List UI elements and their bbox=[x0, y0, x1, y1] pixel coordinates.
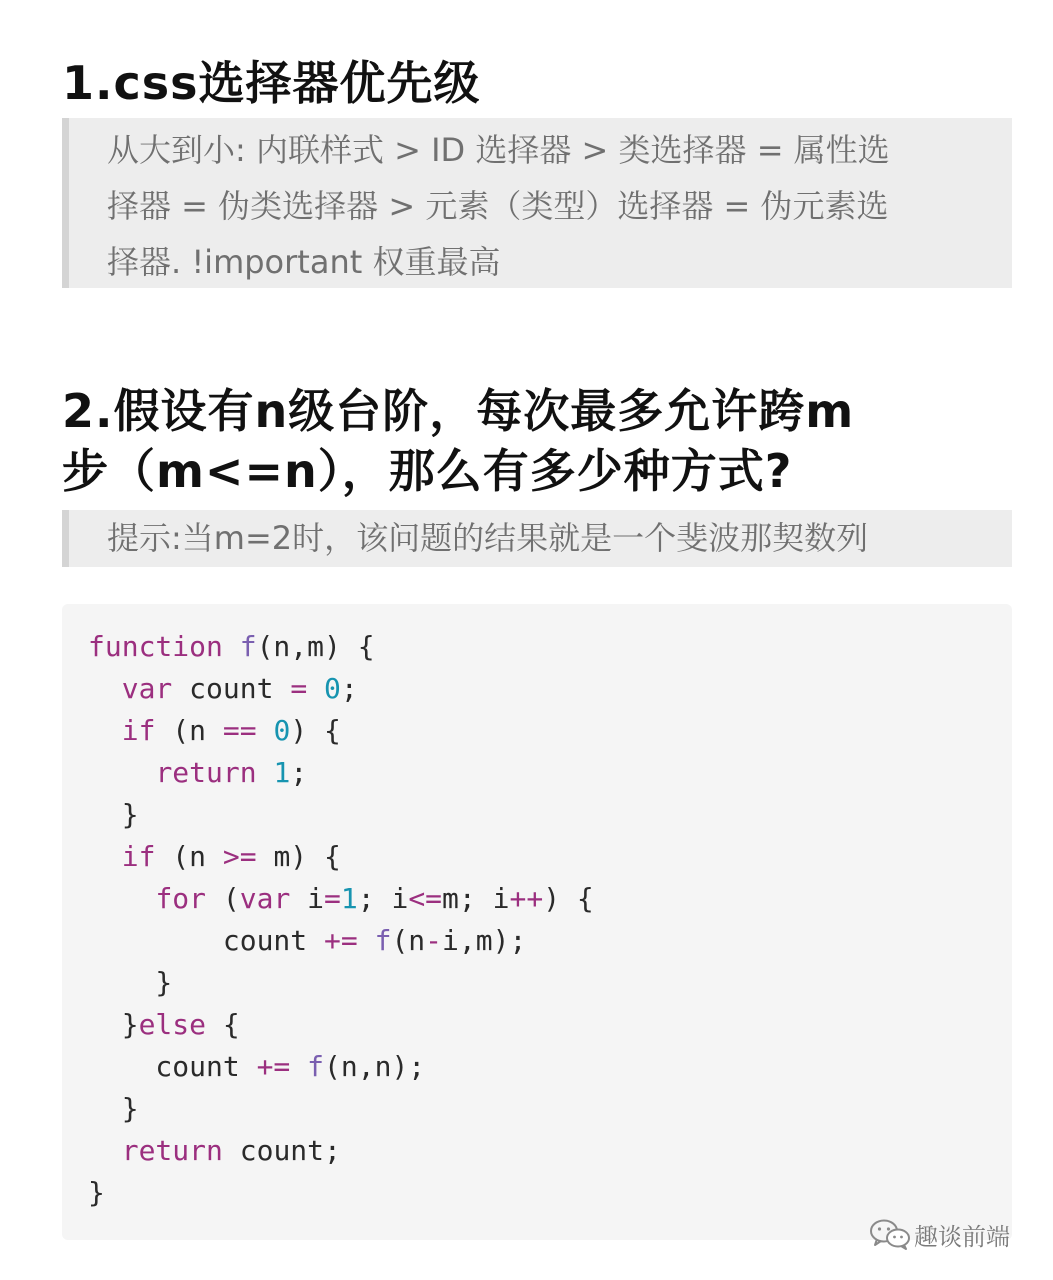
code-token: count bbox=[172, 672, 291, 705]
code-token: ; bbox=[290, 756, 308, 789]
priority-quote bbox=[62, 118, 1012, 288]
quote-line: 择器 = 伪类选择器 > 元素（类型）选择器 = 伪元素选 bbox=[107, 187, 889, 225]
code-line bbox=[88, 962, 1012, 1004]
code-token: == bbox=[222, 714, 257, 747]
section-1-heading: 1.css选择器优先级 bbox=[62, 55, 481, 110]
code-token: count bbox=[88, 1050, 257, 1083]
section-2-heading bbox=[62, 381, 992, 501]
tip-quote bbox=[62, 510, 1012, 567]
code-token: m) { bbox=[256, 840, 341, 873]
code-token: for bbox=[155, 882, 207, 915]
code-token: f bbox=[239, 630, 257, 663]
code-line bbox=[88, 668, 1012, 710]
tip-text: 提示:当m=2时，该问题的结果就是一个斐波那契数列 bbox=[107, 519, 869, 557]
heading-line: 步（m<=n），那么有多少种方式? bbox=[62, 443, 793, 498]
watermark-text: 趣谈前端 bbox=[914, 1222, 1010, 1251]
code-line bbox=[88, 794, 1012, 836]
code-token: } bbox=[88, 1092, 139, 1125]
code-token: >= bbox=[222, 840, 257, 873]
code-line bbox=[88, 1172, 1012, 1214]
code-block bbox=[62, 604, 1012, 1240]
code-token bbox=[88, 672, 122, 705]
code-token: (n bbox=[155, 840, 223, 873]
code-line bbox=[88, 752, 1012, 794]
code-token bbox=[88, 882, 155, 915]
code-token: (n,m) { bbox=[256, 630, 375, 663]
code-line bbox=[88, 1088, 1012, 1130]
code-token: (n bbox=[391, 924, 426, 957]
code-line bbox=[88, 626, 1012, 668]
code-token: } bbox=[88, 1008, 139, 1041]
code-token: 1 bbox=[340, 882, 358, 915]
wechat-icon bbox=[868, 1217, 912, 1251]
code-line bbox=[88, 1004, 1012, 1046]
code-token bbox=[88, 1134, 122, 1167]
code-token: i,m); bbox=[442, 924, 527, 957]
code-token: ++ bbox=[509, 882, 544, 915]
code-token: - bbox=[425, 924, 443, 957]
code-token: } bbox=[88, 1176, 105, 1209]
code-token: <= bbox=[408, 882, 443, 915]
code-line bbox=[88, 710, 1012, 752]
code-token bbox=[307, 672, 324, 705]
code-token: 0 bbox=[273, 714, 291, 747]
code-token: if bbox=[121, 840, 156, 873]
code-token: return bbox=[155, 756, 257, 789]
code-line bbox=[88, 920, 1012, 962]
code-token: { bbox=[206, 1008, 240, 1041]
code-token: (n bbox=[155, 714, 223, 747]
code-token: ( bbox=[206, 882, 240, 915]
code-line bbox=[88, 1046, 1012, 1088]
code-token: count bbox=[88, 924, 325, 957]
code-token: += bbox=[256, 1050, 291, 1083]
code-token bbox=[257, 756, 274, 789]
code-line bbox=[88, 836, 1012, 878]
code-token: ) { bbox=[543, 882, 594, 915]
code-token: = bbox=[290, 672, 308, 705]
code-token: m; i bbox=[442, 882, 510, 915]
heading-line: 2.假设有n级台阶，每次最多允许跨m bbox=[62, 383, 855, 438]
code-token: else bbox=[138, 1008, 207, 1041]
code-line bbox=[88, 1130, 1012, 1172]
code-token bbox=[257, 714, 274, 747]
code-line bbox=[88, 878, 1012, 920]
code-token bbox=[358, 924, 375, 957]
code-token: function bbox=[88, 630, 223, 663]
code-token: ; bbox=[340, 672, 358, 705]
code-token bbox=[88, 714, 122, 747]
code-token: (n,n); bbox=[324, 1050, 426, 1083]
quote-line: 从大到小: 内联样式 > ID 选择器 > 类选择器 = 属性选 bbox=[107, 131, 890, 169]
code-token: if bbox=[121, 714, 156, 747]
code-token: ) { bbox=[290, 714, 341, 747]
code-token: += bbox=[324, 924, 358, 957]
code-token bbox=[290, 1050, 307, 1083]
code-token: var bbox=[121, 672, 173, 705]
code-token: var bbox=[239, 882, 291, 915]
quote-line: 择器. !important 权重最高 bbox=[107, 243, 501, 281]
code-token: 1 bbox=[273, 756, 291, 789]
code-token: } bbox=[88, 798, 139, 831]
code-token: count; bbox=[222, 1134, 341, 1167]
watermark bbox=[868, 1214, 1010, 1254]
code-token: = bbox=[324, 882, 341, 915]
code-token bbox=[223, 630, 240, 663]
code-token bbox=[88, 840, 122, 873]
code-token: 0 bbox=[324, 672, 341, 705]
code-token: return bbox=[121, 1134, 223, 1167]
code-token: i bbox=[290, 882, 325, 915]
code-token: } bbox=[88, 966, 173, 999]
code-token bbox=[88, 756, 155, 789]
code-token: ; i bbox=[357, 882, 409, 915]
code-token: f bbox=[374, 924, 392, 957]
code-token: f bbox=[307, 1050, 325, 1083]
